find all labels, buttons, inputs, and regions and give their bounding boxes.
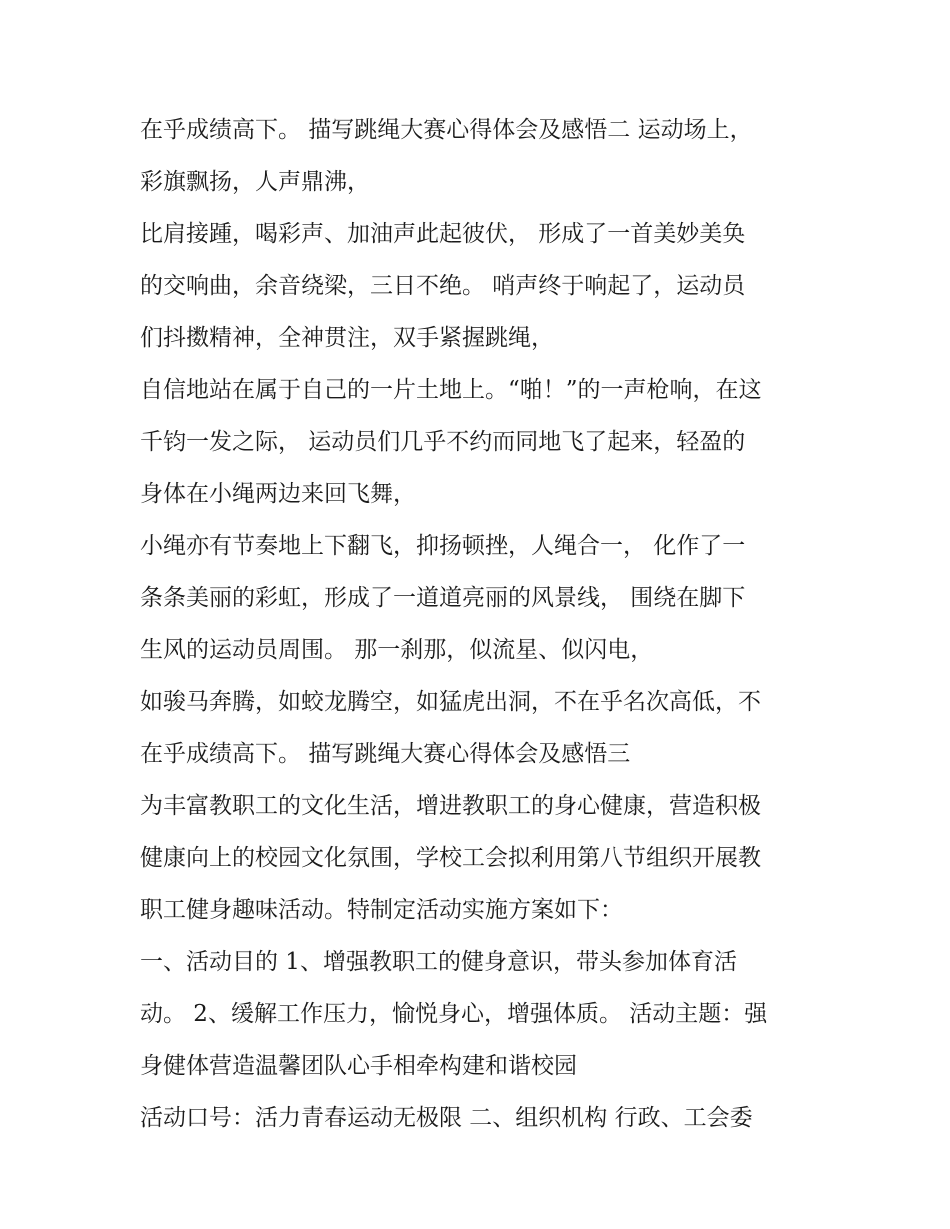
text-line-10: 条条美丽的彩虹，形成了一道道亮丽的风景线， 围绕在脚下	[140, 585, 746, 611]
text-line-14: 为丰富教职工的文化生活，增进教职工的身心健康，营造积极	[140, 793, 761, 819]
text-line-6: 自信地站在属于自己的一片土地上。“啪！”的一声枪响，在这	[140, 377, 762, 403]
text-line-1: 在乎成绩高下。 描写跳绳大赛心得体会及感悟二 运动场上，	[140, 117, 753, 143]
text-line-11: 生风的运动员周围。 那一刹那，似流星、似闪电，	[140, 637, 654, 663]
text-line-17: 一、活动目的 1、增强教职工的健身意识，带头参加体育活	[140, 949, 737, 975]
text-line-7: 千钧一发之际， 运动员们几乎不约而同地飞了起来，轻盈的	[140, 429, 746, 455]
text-line-18: 动。 2、缓解工作压力，愉悦身心，增强体质。 活动主题：强	[140, 1001, 768, 1027]
text-line-12: 如骏马奔腾，如蛟龙腾空，如猛虎出洞，不在乎名次高低，不	[140, 689, 761, 715]
text-line-5: 们抖擞精神，全神贯注，双手紧握跳绳，	[140, 325, 554, 351]
text-line-3: 比肩接踵，喝彩声、加油声此起彼伏， 形成了一首美妙美奂	[140, 221, 746, 247]
text-line-16: 职工健身趣味活动。特制定活动实施方案如下：	[140, 897, 623, 923]
body-text	[140, 108, 820, 1148]
text-line-13: 在乎成绩高下。 描写跳绳大赛心得体会及感悟三	[140, 741, 631, 767]
text-line-2: 彩旗飘扬，人声鼎沸，	[140, 169, 370, 195]
text-line-8: 身体在小绳两边来回飞舞，	[140, 481, 416, 507]
text-line-4: 的交响曲，余音绕梁，三日不绝。 哨声终于响起了，运动员	[140, 273, 746, 299]
text-line-20: 活动口号：活力青春运动无极限 二、组织机构 行政、工会委	[140, 1105, 753, 1131]
text-line-9: 小绳亦有节奏地上下翻飞，抑扬顿挫，人绳合一， 化作了一	[140, 533, 746, 559]
text-line-19: 身健体营造温馨团队心手相牵构建和谐校园	[140, 1053, 577, 1079]
text-line-15: 健康向上的校园文化氛围，学校工会拟利用第八节组织开展教	[140, 845, 761, 871]
